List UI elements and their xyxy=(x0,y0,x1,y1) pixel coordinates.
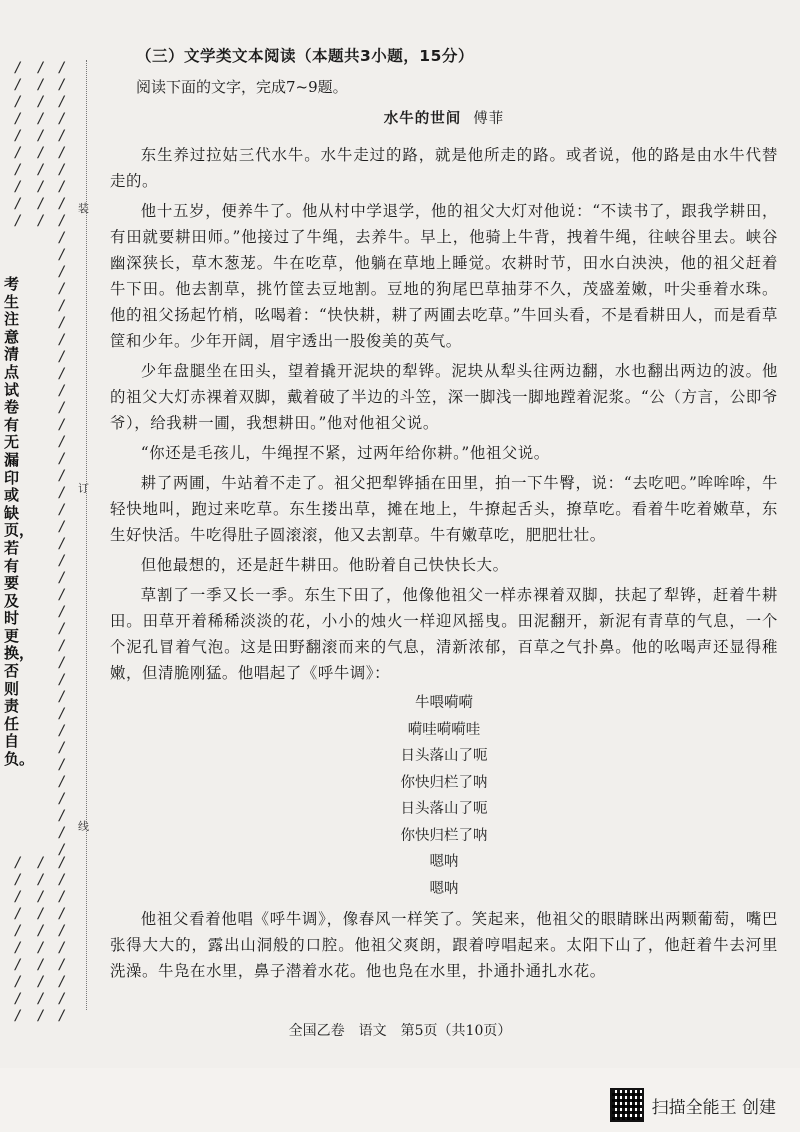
exam-notice-vertical: 考生注意清点试卷有无漏印或缺页，若有要及时更换，否则责任自负。 xyxy=(4,275,35,769)
paragraph: 他祖父看着他唱《呼牛调》，像春风一样笑了。笑起来，他祖父的眼睛眯出两颗葡萄，嘴巴张得大大的，露出山洞般的口腔。他祖父爽朗，跟着哼唱起来。太阳下山了，他赶着牛去河里洗澡。牛凫在水里，鼻子潜着水花。他也凫在水里，扑通扑通扎水花。 xyxy=(110,910,778,980)
page-footer: 全国乙卷 语文 第5页（共10页） xyxy=(288,1023,512,1039)
binding-dashes-top: / / / / / / / / / / / / / / / / / / / / xyxy=(14,60,49,229)
binding-margin xyxy=(0,40,100,1024)
lyric-line: 你快归栏了呐 xyxy=(400,774,488,791)
section-instruction: 阅读下面的文字，完成7~9题。 xyxy=(136,78,348,96)
paragraph: 他十五岁，便养牛了。他从村中学退学，他的祖父大灯对他说：“不读书了，跟我学耕田，有田就要耕田师。”他接过了牛绳，去养牛。早上，他骑上牛背，拽着牛绳，往峡谷里去。峡谷幽深狭长，草木葱茏。牛在吃草，他躺在草地上睡觉。农耕时节，田水白泱泱，他的祖父赶着牛下田。他去割草，挑竹筐去豆地割。豆地的狗尾巴草抽芽不久，茂盛羞嫩，叶尖垂着水珠。他的祖父扬起竹梢，吆喝着：“快快耕，耕了两圃去吃草。”牛回头看，不是看耕田人，而是看草筐和少年。少年开阔，眉宇透出一股俊美的英气。 xyxy=(110,202,778,350)
paragraph: 草割了一季又长一季。东生下田了，他像他祖父一样赤裸着双脚，扶起了犁铧，赶着牛耕田。田草开着稀稀淡淡的花，小小的烛火一样迎风摇曳。田泥翻开，新泥有青草的气息，一个个泥孔冒着气泡。这是田野翻滚而来的气息，清新浓郁，百草之气扑鼻。他的吆喝声还显得稚嫩，但清脆刚猛。他唱起了《呼牛调》： xyxy=(110,586,778,682)
lyric-line: 嗬哇嗬嗬哇 xyxy=(407,721,481,738)
scanner-watermark xyxy=(610,1088,776,1122)
paragraph: 少年盘腿坐在田头，望着撬开泥块的犁铧。泥块从犁头往两边翻，水也翻出两边的波。他的祖父大灯赤裸着双脚，戴着破了半边的斗笠，深一脚浅一脚地蹚着泥浆。“公（方言，公即爷爷），给我耕一圃，我想耕田。”他对他祖父说。 xyxy=(110,362,778,432)
article-heading xyxy=(110,107,778,128)
reading-section xyxy=(110,44,778,988)
binding-dashes-lower: / / / / / / / / / / xyxy=(58,855,70,1024)
section-title: （三）文学类文本阅读（本题共3小题，15分） xyxy=(136,47,474,65)
watermark-text: 扫描全能王 创建 xyxy=(651,1097,776,1118)
binding-dotted-line xyxy=(86,60,87,1010)
binding-mark-xian: 线 xyxy=(78,820,89,833)
article-author: 傅菲 xyxy=(473,111,505,127)
lyric-line: 日头落山了呃 xyxy=(400,748,488,764)
lyric-line: 你快归栏了呐 xyxy=(400,827,488,844)
qr-code-icon xyxy=(610,1088,644,1122)
paragraph: 耕了两圃，牛站着不走了。祖父把犁铧插在田里，拍一下牛臀，说：“去吃吧。”哞哞哞，牛轻快地叫，跑过来吃草。东生搂出草，摊在地上，牛撩起舌头，撩草吃。看着牛吃着嫩草，东生好快活。牛吃得肚子圆滚滚，他又去割草。牛有嫩草吃，肥肥壮壮。 xyxy=(110,474,778,544)
binding-mark-ding: 订 xyxy=(78,482,89,495)
paragraph: 东生养过拉姑三代水牛。水牛走过的路，就是他所走的路。或者说，他的路是由水牛代替走的。 xyxy=(110,146,778,190)
binding-dashes-bottom: / / / / / / / / / / / / / / / / / / / / xyxy=(14,855,49,1024)
lyric-line: 嗯呐 xyxy=(429,854,459,870)
binding-mark-zhuang: 装 xyxy=(78,202,89,215)
lyric-line: 嗯呐 xyxy=(429,880,459,897)
paragraph: “你还是毛孩儿，牛绳捏不紧，过两年给你耕。”他祖父说。 xyxy=(140,444,550,462)
lyric-line: 日头落山了呃 xyxy=(400,801,488,817)
paragraph: 但他最想的，还是赶牛耕田。他盼着自己快快长大。 xyxy=(140,556,509,574)
lyric-line: 牛喂嗬嗬 xyxy=(415,695,473,711)
song-lyrics xyxy=(110,690,778,902)
article-title: 水牛的世间 xyxy=(383,110,462,127)
binding-dashes-mid: / / / / / / / / / / / / / / / / / / / / / / / / / / / / / / / / / / / / / / / / / / / / / / / xyxy=(58,60,70,858)
